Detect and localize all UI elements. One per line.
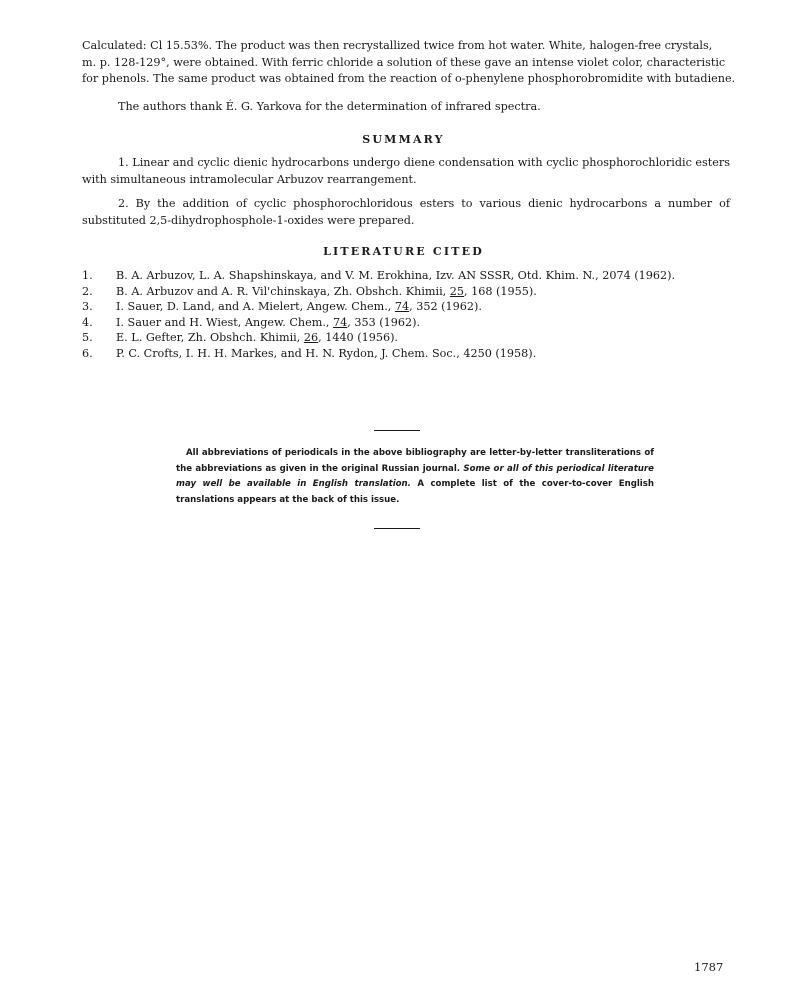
reference-item — [82, 346, 732, 362]
reference-text: B. A. Arbuzov and A. R. Vil'chinskaya, Zh. Obshch. Khimii, 25, 168 (1955). — [116, 284, 537, 298]
reference-text: B. A. Arbuzov, L. A. Shapshinskaya, and V. M. Erokhina, Izv. AN SSSR, Otd. Khim. N., 2074 (1962). — [116, 269, 676, 282]
reference-item — [82, 330, 732, 346]
summary-item-2: 2. By the addition of cyclic phosphorochloridous esters to various dienic hydrocarbons a number of substituted 2,5-dihydrophosphole-1-oxides were prepared. — [82, 197, 730, 227]
reference-text: E. L. Gefter, Zh. Obshch. Khimii, 26, 1440 (1956). — [116, 331, 398, 344]
intro-line-3: for phenols. The same product was obtained from the reaction of o-phenylene phosphorobromidite with butadiene. — [82, 72, 736, 85]
reference-list — [82, 268, 732, 361]
literature-heading: LITERATURE CITED — [323, 245, 484, 258]
divider-rule-top — [374, 430, 420, 431]
reference-number: 1. — [82, 269, 93, 282]
reference-text: P. C. Crofts, I. H. H. Markes, and H. N. Rydon, J. Chem. Soc., 4250 (1958). — [116, 346, 537, 360]
reference-number: 4. — [82, 315, 93, 329]
translation-note: All abbreviations of periodicals in the above bibliography are letter-by-letter transliterations of the abbreviations as given in the original Russian journal. Some or all of this periodical literature may well be available in English translation. A complete list of the cover-to-cover English translations appears at the back of this issue. — [176, 448, 654, 506]
intro-line-1: Calculated: Cl 15.53%. The product was then recrystallized twice from hot water. White, halogen-free crystals, — [82, 39, 713, 52]
reference-text: I. Sauer, D. Land, and A. Mielert, Angew. Chem., 74, 352 (1962). — [116, 300, 482, 313]
summary-heading: SUMMARY — [362, 133, 445, 146]
reference-number: 5. — [82, 331, 93, 344]
reference-number: 3. — [82, 300, 93, 313]
reference-item — [82, 299, 732, 315]
summary-item-1: 1. Linear and cyclic dienic hydrocarbons undergo diene condensation with cyclic phosphorochloridic esters with simultaneous intramolecular Arbuzov rearrangement. — [82, 156, 730, 186]
reference-number: 2. — [82, 284, 93, 298]
reference-item — [82, 284, 732, 300]
intro-paragraph — [82, 38, 736, 88]
reference-number: 6. — [82, 346, 93, 360]
reference-text: I. Sauer and H. Wiest, Angew. Chem., 74, 353 (1962). — [116, 315, 421, 329]
reference-item — [82, 315, 732, 331]
intro-line-2: m. p. 128-129°, were obtained. With ferric chloride a solution of these gave an intense violet color, characteristic — [82, 55, 726, 69]
page-number: 1787 — [694, 960, 724, 974]
divider-rule-bottom — [374, 528, 420, 529]
acknowledgement: The authors thank É. G. Yarkova for the determination of infrared spectra. — [118, 100, 541, 113]
reference-item — [82, 268, 732, 284]
